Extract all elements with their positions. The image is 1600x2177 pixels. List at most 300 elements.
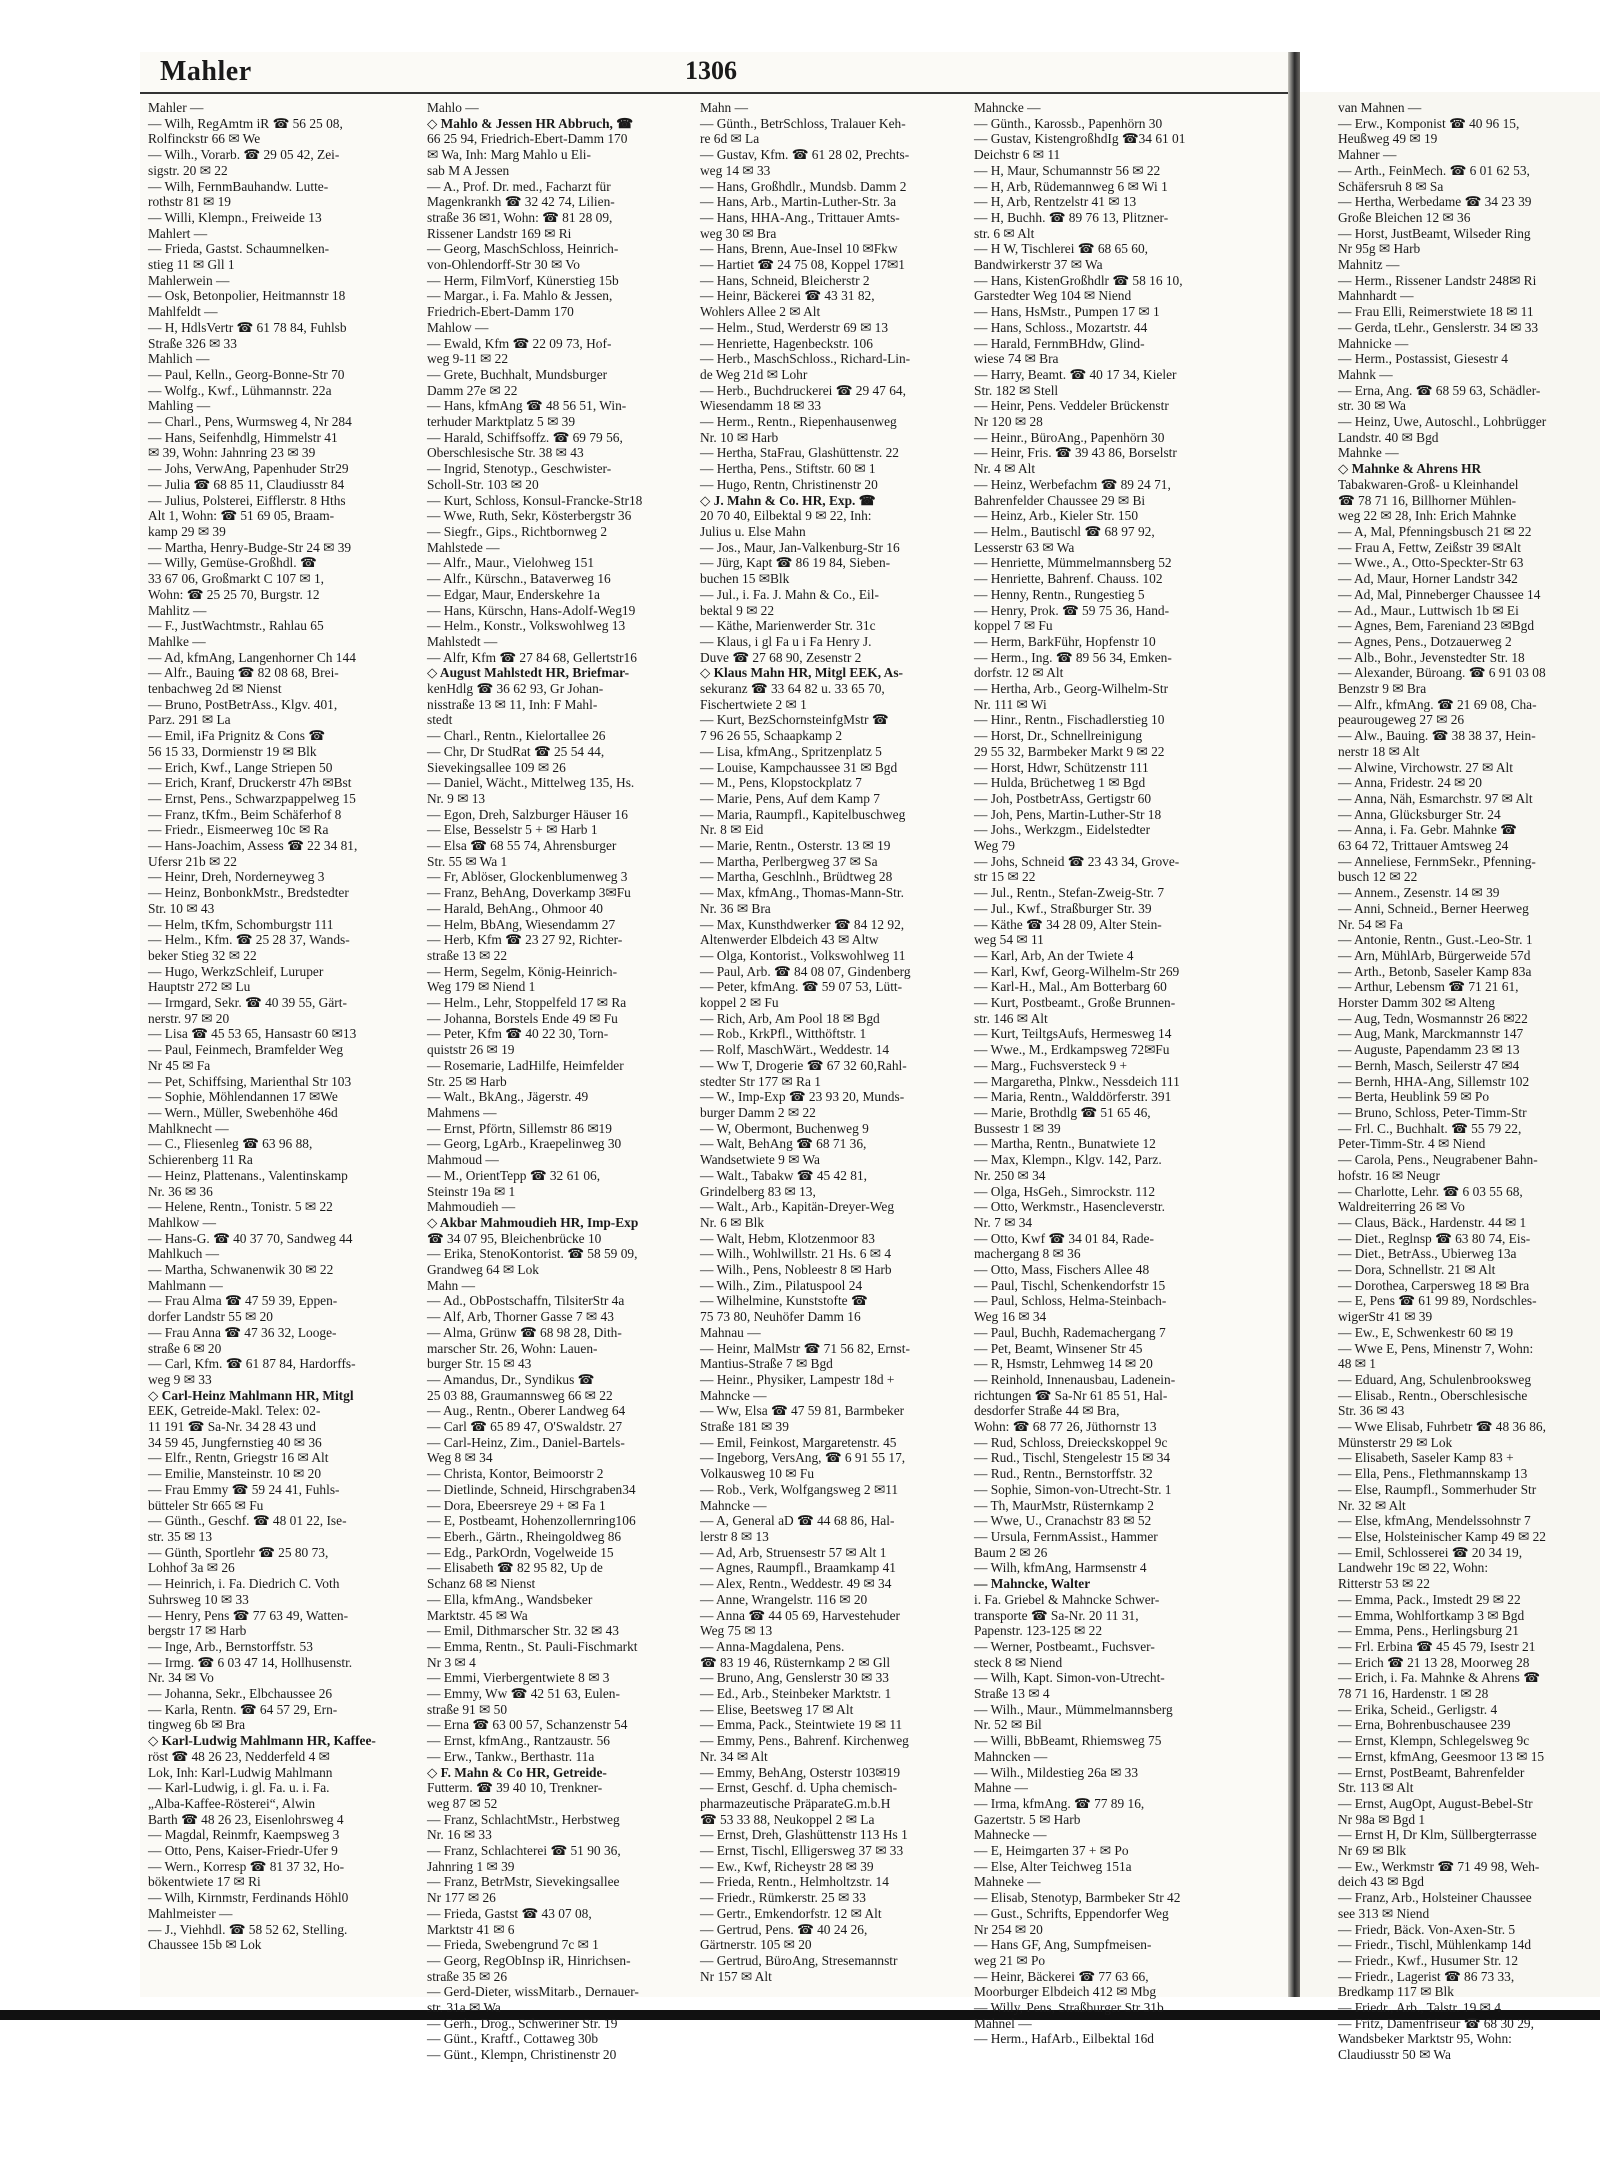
directory-entry-line: — Pet, Beamt, Winsener Str 45 [974,1340,1143,1356]
directory-entry-line: 29 55 32, Barmbeker Markt 9 ✉ 22 [974,743,1165,759]
directory-entry-line: — Antonie, Rentn., Gust.-Leo-Str. 1 [1338,932,1533,948]
directory-entry-line: — Ernst, Geschf. d. Upha chemisch- [700,1780,898,1796]
directory-entry-line: dorfstr. 12 ✉ Alt [974,665,1064,681]
directory-entry-line: — Christa, Kontor, Beimoorstr 2 [427,1466,604,1482]
directory-entry-line: — M., OrientTepp ☎ 32 61 06, [427,1167,601,1183]
directory-entry-line: Nr. 34 ✉ Alt [700,1748,768,1764]
directory-entry-line: — Carl, Kfm. ☎ 61 87 84, Hardorffs- [148,1356,356,1372]
directory-entry-line: — Kurt, TeiltgsAufs, Hermesweg 14 [974,1026,1172,1042]
directory-entry-line: — Herm., Ing. ☎ 89 56 34, Emken- [974,649,1172,665]
directory-entry-line: Weg 16 ✉ 34 [974,1309,1047,1325]
directory-entry-line: Wohlers Allee 2 ✉ Alt [700,304,821,320]
directory-entry-line: koppel 2 ✉ Fu [700,995,779,1011]
directory-entry-line: Weg 179 ✉ Niend 1 [427,979,536,995]
directory-entry-line: Wandsbeker Marktstr 95, Wohn: [1338,2031,1512,2047]
directory-entry-line: — Joh, Pens, Martin-Luther-Str 18 [974,806,1162,822]
directory-entry-line: — Alma, Grünw ☎ 68 98 28, Dith- [427,1324,622,1340]
directory-entry-line: — Reinhold, Innenausbau, Ladenein- [974,1371,1176,1387]
directory-entry-line: 66 25 94, Friedrich-Ebert-Damm 170 [427,131,628,147]
directory-entry-line: — H W, Tischlerei ☎ 68 65 60, [974,241,1149,257]
directory-entry-line: — Diet., BetrAss., Ubierweg 13a [1338,1246,1517,1262]
directory-entry-line: — A, Mal, Pfenningsbusch 21 ✉ 22 [1338,523,1532,539]
directory-entry-line: Lohhof 3a ✉ 26 [148,1560,235,1576]
directory-entry-line: — Kurt, Schloss, Konsul-Francke-Str18 [427,492,643,508]
directory-entry-line: — Käthe ☎ 34 28 09, Alter Stein- [974,916,1162,932]
directory-entry-line: Nr. 111 ✉ Wi [974,696,1047,712]
directory-entry-line: — Ww, Elsa ☎ 47 59 81, Barmbeker [700,1403,905,1419]
directory-entry-line: — Johs., Werkzgm., Eidelstedter [974,822,1151,838]
directory-entry-line: — Horst, Hdwr, Schützenstr 111 [974,759,1149,775]
directory-entry-line: — Otto, Kwf ☎ 34 01 84, Rade- [974,1230,1154,1246]
directory-entry-line: — Else, kfmAng, Mendelssohnstr 7 [1338,1513,1531,1529]
directory-entry-line: — Franz, tKfm., Beim Schäferhof 8 [148,806,342,822]
directory-entry-line: — Charl., Rentn., Kielortallee 26 [427,728,606,744]
directory-entry-line: — Alfr., Maur., Vielohweg 151 [427,555,595,571]
directory-entry-line: — Rud, Schloss, Dreieckskoppel 9c [974,1434,1168,1450]
directory-entry-line: — Henry, Prok. ☎ 59 75 36, Hand- [974,602,1170,618]
directory-entry-line: — Alw., Bauing. ☎ 38 38 37, Hein- [1338,728,1536,744]
directory-entry-line: Wandsetwiete 9 ✉ Wa [700,1152,820,1168]
directory-entry-line: — Karl-Ludwig, i. gl. Fa. u. i. Fa. [148,1780,330,1796]
directory-entry-line: — H, Buchh. ☎ 89 76 13, Plitzner- [974,209,1169,225]
directory-entry-line: — A., Prof. Dr. med., Facharzt für [427,178,611,194]
directory-entry-line: rothstr 81 ✉ 19 [148,194,232,210]
directory-entry-line: — R, Hsmstr, Lehmweg 14 ✉ 20 [974,1356,1153,1372]
directory-entry-line: — M., Pens, Klopstockplatz 7 [700,775,862,791]
directory-entry-line: — Wilh, Kirnmstr, Ferdinands Höhl0 [148,1890,349,1906]
running-head: Mahler [160,56,252,87]
directory-entry-line: Nr. 32 ✉ Alt [1338,1497,1406,1513]
directory-entry-line: lerstr 8 ✉ 13 [700,1528,769,1544]
directory-entry-line: — Horst, JustBeamt, Wilseder Ring [1338,225,1531,241]
directory-entry-line: — Gerda, tLehr., Genslerstr. 34 ✉ 33 [1338,319,1539,335]
directory-entry-line: bökentwiete 17 ✉ Ri [148,1874,261,1890]
directory-entry-line: — Emma, Pack., Steintwiete 19 ✉ 11 [700,1717,903,1733]
directory-entry-line: — Ad, Maur, Horner Landstr 342 [1338,571,1518,587]
directory-entry-line: Wiesendamm 18 ✉ 33 [700,398,822,414]
directory-entry-line: Friedrich-Ebert-Damm 170 [427,304,574,320]
directory-entry-line: Schierenberg 11 Ra [148,1152,253,1168]
directory-entry-line: — Fr, Ablöser, Glockenblumenweg 3 [427,869,628,885]
directory-entry-line: — Helm., Konstr., Volkswohlweg 13 [427,618,626,634]
directory-entry-line: — Charlotte, Lehr. ☎ 6 03 55 68, [1338,1183,1523,1199]
directory-entry-line: — Rud., Rentn., Bernstorffstr. 32 [974,1466,1153,1482]
directory-entry-line: — Heinr., BüroAng., Papenhörn 30 [974,429,1165,445]
directory-entry-line: — Wilh., Wohlwillstr. 21 Hs. 6 ✉ 4 [700,1246,892,1262]
directory-entry-line: — Ad, Arb, Struensestr 57 ✉ Alt 1 [700,1544,887,1560]
directory-entry-line: — Th, MaurMstr, Rüsternkamp 2 [974,1497,1154,1513]
directory-entry-line: straße 35 ✉ 26 [427,1968,508,1984]
directory-entry-line: re 6d ✉ La [700,131,760,147]
directory-entry-line: — Alb., Bohr., Jevenstedter Str. 18 [1338,649,1525,665]
directory-entry-line: 48 ✉ 1 [1338,1356,1377,1372]
directory-entry-line: — Sophie, Möhlendannen 17 ✉We [148,1089,338,1105]
directory-entry-line: nerstr 18 ✉ Alt [1338,743,1420,759]
directory-entry-line: — Claus, Bäck., Hardenstr. 44 ✉ 1 [1338,1214,1527,1230]
directory-entry-line: — Ad., ObPostschaffn, TilsiterStr 4a [427,1293,625,1309]
directory-entry-line: str. 31a ✉ Wa [427,2000,501,2016]
directory-entry-line: weg 22 ✉ 28, Inh: Erich Mahnke [1338,508,1517,524]
directory-entry-line: — Rob., KrkPfl., Witthöftstr. 1 [700,1026,867,1042]
directory-entry-line: — Günth, Sportlehr ☎ 25 80 73, [148,1544,329,1560]
directory-entry-line: Duve ☎ 27 68 90, Zesenstr 2 [700,649,862,665]
directory-entry-line: Claudiusstr 50 ✉ Wa [1338,2047,1451,2063]
directory-entry-line: pharmazeutische PräparateG.m.b.H [700,1795,891,1811]
directory-entry-line: Mahnke — [1338,445,1399,461]
directory-entry-line: — Martha, Geschlnh., Brüdtweg 28 [700,869,893,885]
directory-entry-line: koppel 7 ✉ Fu [974,618,1053,634]
directory-entry-line: — Alfr., Bauing ☎ 82 08 68, Brei- [148,665,339,681]
directory-entry-line: — Georg, MaschSchloss, Heinrich- [427,241,619,257]
directory-entry-line: Steinstr 19a ✉ 1 [427,1183,516,1199]
directory-entry-line: — Frieda, Gastst. Schaumnelken- [148,241,330,257]
directory-entry-line: — Anne, Wrangelstr. 116 ✉ 20 [700,1591,868,1607]
directory-entry-line: Nr 45 ✉ Fa [148,1057,211,1073]
directory-entry-line: — Frau A, Fettw, Zeißstr 39 ✉Alt [1338,539,1521,555]
directory-entry-line: — Rud., Tischl, Stengelestr 15 ✉ 34 [974,1450,1171,1466]
directory-entry-line: Mahlich — [148,351,210,367]
directory-entry-line: — Alf, Arb, Thorner Gasse 7 ✉ 43 [427,1309,614,1325]
directory-entry-line: Mahn — [427,1277,475,1293]
directory-entry-line: — Erich, Kranf, Druckerstr 47h ✉Bst [148,775,352,791]
directory-entry-line: — Emil, Feinkost, Margaretenstr. 45 [700,1434,897,1450]
directory-entry-line: — Heinz, BonbonkMstr., Bredstedter [148,885,349,901]
directory-entry-line: — Helene, Rentn., Tonistr. 5 ✉ 22 [148,1199,333,1215]
directory-entry-line: — Günt., Kraftf., Cottaweg 30b [427,2031,599,2047]
directory-entry-line: Mahlkow — [148,1214,217,1230]
directory-entry-line: busch 12 ✉ 22 [1338,869,1418,885]
directory-entry-line: Tabakwaren-Groß- u Kleinhandel [1338,476,1519,492]
directory-entry-line: — Frau Anna ☎ 47 36 32, Looge- [148,1324,337,1340]
directory-entry-line: 56 15 33, Dormienstr 19 ✉ Blk [148,743,317,759]
directory-entry-line: ☎ 78 71 16, Billhorner Mühlen- [1338,492,1517,508]
directory-entry-line: — Emma, Pack., Imstedt 29 ✉ 22 [1338,1591,1521,1607]
directory-entry-line: — Julius, Polsterei, Eifflerstr. 8 Hths [148,492,346,508]
directory-entry-line: — Wwe., M., Erdkampsweg 72✉Fu [974,1042,1170,1058]
directory-entry-line: Sievekingsallee 109 ✉ 26 [427,759,566,775]
directory-entry-line: — Wwe Elisab, Fuhrbetr ☎ 48 36 86, [1338,1419,1546,1435]
directory-entry-line: — Margar., i. Fa. Mahlo & Jessen, [427,288,613,304]
directory-entry-line: — Willi, BbBeamt, Rhiemsweg 75 [974,1733,1162,1749]
directory-entry-line: Mahneke — [974,1874,1041,1890]
directory-entry-line: — Marie, Pens, Auf dem Kamp 7 [700,790,881,806]
directory-entry-line: 33 67 06, Großmarkt C 107 ✉ 1, [148,571,324,587]
directory-entry-line: — Ernst H, Dr Klm, Süllbergterrasse [1338,1827,1537,1843]
directory-entry-line: — Karla, Rentn. ☎ 64 57 29, Ern- [148,1701,338,1717]
directory-entry-line: — Georg, RegObInsp iR, Hinrichsen- [427,1952,631,1968]
directory-entry-line: — Marg., Fuchsversteck 9 + [974,1057,1128,1073]
directory-entry-line: — Herm, Segelm, König-Heinrich- [427,963,618,979]
directory-entry-line: — Ingrid, Stenotyp., Geschwister- [427,461,612,477]
directory-entry-line: Alt 1, Wohn: ☎ 51 69 05, Braam- [148,508,335,524]
directory-entry-line: terhuder Marktplatz 5 ✉ 39 [427,414,576,430]
directory-entry-line: — E, Postbeamt, Hohenzollernring106 [427,1513,636,1529]
directory-entry-line: — Dora, Schnellstr. 21 ✉ Alt [1338,1262,1496,1278]
directory-entry-line: — Elsa ☎ 68 55 74, Ahrensburger [427,838,617,854]
directory-entry-line: — Horst, Dr., Schnellreinigung [974,728,1143,744]
directory-entry-line: — Annem., Zesenstr. 14 ✉ 39 [1338,885,1500,901]
directory-entry-line: Moorburger Elbdeich 412 ✉ Mbg [974,1984,1157,2000]
directory-entry-line: Nr. 9 ✉ 13 [427,790,486,806]
directory-entry-line: Gazertstr. 5 ✉ Harb [974,1811,1081,1827]
directory-entry-line: weg 21 ✉ Po [974,1952,1046,1968]
directory-entry-line: — Daniel, Wächt., Mittelweg 135, Hs. [427,775,635,791]
directory-entry-line: str. 30 ✉ Wa [1338,398,1406,414]
directory-entry-line: — Gertr., Emkendorfstr. 12 ✉ Alt [700,1905,882,1921]
directory-entry-line: — Henry, Pens ☎ 77 63 49, Watten- [148,1607,349,1623]
directory-entry-line: Waldreiterring 26 ✉ Vo [1338,1199,1465,1215]
directory-entry-line: — Else, Raumpfl., Sommerhuder Str [1338,1481,1537,1497]
directory-entry-line: tenbachweg 2d ✉ Nienst [148,681,282,697]
directory-entry-line: — Herm, FilmVorf, Künerstieg 15b [427,272,619,288]
directory-entry-line: — Martha, Rentn., Bunatwiete 12 [974,1136,1156,1152]
directory-entry-line: — Werner, Postbeamt., Fuchsver- [974,1638,1155,1654]
directory-entry-line: — Helm., Bautischl ☎ 68 97 92, [974,523,1155,539]
directory-entry-line: — Walt, BehAng ☎ 68 71 36, [700,1136,867,1152]
directory-entry-line: — Jul., i. Fa. J. Mahn & Co., Eil- [700,586,879,602]
directory-entry-line: — Egon, Dreh, Salzburger Häuser 16 [427,806,628,822]
page-number: 1306 [685,56,737,85]
directory-entry-line: Papenstr. 123-125 ✉ 22 [974,1623,1103,1639]
directory-entry-line: — Ernst, Klempn, Schlegelsweg 9c [1338,1733,1530,1749]
directory-entry-line: stedter Str 177 ✉ Ra 1 [700,1073,821,1089]
directory-entry-line: — Wwe, U., Cranachstr 83 ✉ 52 [974,1513,1152,1529]
directory-entry-line: — Paul, Buchh, Rademachergang 7 [974,1324,1166,1340]
directory-entry-line: Nr 98a ✉ Bgd 1 [1338,1811,1426,1827]
directory-entry-line: — Herm., Postassist, Giesestr 4 [1338,351,1508,367]
directory-entry-line: — Friedr., Arb., Talstr. 19 ✉ 4 [1338,2000,1501,2016]
directory-entry-line: — Hulda, Brüchetweg 1 ✉ Bgd [974,775,1146,791]
directory-entry-line: — Heinz, Arb., Kieler Str. 150 [974,508,1139,524]
directory-entry-line: ◇ Carl-Heinz Mahlmann HR, Mitgl [148,1387,354,1403]
directory-entry-line: — Wilh., Vorarb. ☎ 29 05 42, Zei- [148,147,340,163]
directory-entry-line: — Heinr, Bäckerei ☎ 43 31 82, [700,288,875,304]
directory-entry-line: Nr 157 ✉ Alt [700,1968,772,1984]
directory-entry-line: — Agnes, Raumpfl., Braamkamp 41 [700,1560,896,1576]
directory-entry-line: — Wwe E, Pens, Minenstr 7, Wohn: [1338,1340,1534,1356]
directory-entry-line: Scholl-Str. 103 ✉ 20 [427,476,539,492]
directory-entry-line: Wohn: ☎ 68 77 26, Jüthornstr 13 [974,1419,1157,1435]
directory-entry-line: — Wilh., Pens, Nobleestr 8 ✉ Harb [700,1262,892,1278]
directory-entry-line: — Auguste, Papendamm 23 ✉ 13 [1338,1042,1520,1058]
directory-entry-line: — W., Imp-Exp ☎ 23 93 20, Munds- [700,1089,905,1105]
directory-entry-line: — Anna, i. Fa. Gebr. Mahnke ☎ [1338,822,1517,838]
directory-entry-line: — Emil, Schlosserei ☎ 20 34 19, [1338,1544,1523,1560]
directory-entry-line: — Hans, KistenGroßhdlr ☎ 58 16 10, [974,272,1183,288]
directory-entry-line: Barth ☎ 48 26 23, Eisenlohrsweg 4 [148,1811,344,1827]
directory-entry-line: Nr 254 ✉ 20 [974,1921,1043,1937]
directory-entry-line: Nr. 6 ✉ Blk [700,1214,765,1230]
directory-entry-line: — Walt., Arb., Kapitän-Dreyer-Weg [700,1199,895,1215]
directory-entry-line: richtungen ☎ Sa-Nr 61 85 51, Hal- [974,1387,1168,1403]
directory-entry-line: — H, HdlsVertr ☎ 61 78 84, Fuhlsb [148,319,347,335]
directory-entry-line: — Friedr., Kwf., Husumer Str. 12 [1338,1952,1519,1968]
directory-entry-line: — Helm., Stud, Werderstr 69 ✉ 13 [700,319,889,335]
directory-entry-line: straße 36 ✉1, Wohn: ☎ 81 28 09, [427,209,613,225]
directory-column-1 [148,100,420,1990]
directory-entry-line: — Alfr., kfmAng. ☎ 21 69 08, Cha- [1338,696,1537,712]
directory-entry-line: — Elise, Beetsweg 17 ✉ Alt [700,1701,854,1717]
directory-entry-line: Nr. 10 ✉ Harb [700,429,779,445]
directory-entry-line: ◇ Klaus Mahn HR, Mitgl EEK, As- [700,665,903,681]
directory-entry-line: — Frau Emmy ☎ 59 24 41, Fuhls- [148,1481,340,1497]
directory-entry-line: — Hans, Seifenhdlg, Himmelstr 41 [148,429,338,445]
directory-entry-line: Garstedter Weg 104 ✉ Niend [974,288,1132,304]
directory-entry-line: wiese 74 ✉ Bra [974,351,1059,367]
page-header [160,52,1280,92]
directory-entry-line: ◇ Karl-Ludwig Mahlmann HR, Kaffee- [148,1733,376,1749]
directory-entry-line: — Hans, kfmAng ☎ 48 56 51, Win- [427,398,627,414]
directory-entry-line: Nr. 54 ✉ Fa [1338,916,1403,932]
directory-entry-line: — Irma, kfmAng. ☎ 77 89 16, [974,1795,1145,1811]
directory-entry-line: — Osk, Betonpolier, Heitmannstr 18 [148,288,346,304]
directory-entry-line: Nr 120 ✉ 28 [974,414,1043,430]
directory-entry-line: 75 73 80, Neuhöfer Damm 16 [700,1309,861,1325]
directory-entry-line: — Friedr., Lagerist ☎ 86 73 33, [1338,1968,1515,1984]
directory-entry-line: Bandwirkerstr 37 ✉ Wa [974,257,1103,273]
directory-entry-line: — H, Arb, Rentzelstr 41 ✉ 13 [974,194,1137,210]
directory-entry-line: — Anna, Fridestr. 24 ✉ 20 [1338,775,1483,791]
directory-entry-line: — Peter, kfmAng. ☎ 59 07 53, Lütt- [700,979,903,995]
directory-entry-line: — Ingeborg, VersAng, ☎ 6 91 55 17, [700,1450,906,1466]
directory-entry-line: Mahlfeldt — [148,304,218,320]
directory-entry-line: — Emma, Pens., Herlingsburg 21 [1338,1623,1519,1639]
directory-entry-line: — Ew., Kwf, Richeystr 28 ✉ 39 [700,1858,874,1874]
directory-entry-line: — Franz, Schlachterei ☎ 51 90 36, [427,1843,621,1859]
directory-entry-line: — Heinz, Plattenans., Valentinskamp [148,1167,348,1183]
directory-entry-line: — Emil, iFa Prignitz & Cons ☎ [148,728,326,744]
directory-entry-line: Mahmens — [427,1105,497,1120]
directory-entry-line: i. Fa. Griebel & Mahncke Schwer- [974,1591,1160,1607]
directory-entry-line: Mahlknecht — [148,1120,229,1136]
directory-entry-line: Futterm. ☎ 39 40 10, Trenkner- [427,1780,603,1796]
directory-entry-line: — Hugo, Rentn, Christinenstr 20 [700,476,878,492]
directory-entry-line: — Arth., FeinMech. ☎ 6 01 62 53, [1338,162,1530,178]
directory-column-4 [974,100,1274,2047]
directory-entry-line: Nr. 36 ✉ Bra [700,900,771,916]
directory-entry-line: wigerStr 41 ✉ 39 [1338,1309,1433,1325]
directory-entry-line: — Agnes, Pens., Dotzauerweg 2 [1338,633,1512,649]
directory-entry-line: — Lisa, kfmAng., Spritzenplatz 5 [700,743,882,759]
directory-entry-line: — Margaretha, Plnkw., Nessdeich 111 [974,1073,1180,1089]
directory-entry-line: — Carl-Heinz, Zim., Daniel-Bartels- [427,1434,625,1450]
directory-entry-line: — Hugo, WerkzSchleif, Luruper [148,963,324,979]
directory-entry-line: — Herb., MaschSchloss., Richard-Lin- [700,351,911,367]
directory-entry-line: Straße 13 ✉ 4 [974,1686,1050,1702]
directory-entry-line: straße 13 ✉ 22 [427,947,508,963]
directory-entry-line: Landstr. 40 ✉ Bgd [1338,429,1439,445]
directory-entry-line: — Julia ☎ 68 85 11, Claudiusstr 84 [148,476,345,492]
directory-entry-line: Nr. 34 ✉ Vo [148,1670,214,1686]
directory-entry-line: — Elfr., Rentn, Griegstr 16 ✉ Alt [148,1450,329,1466]
directory-entry-line: Bredkamp 117 ✉ Blk [1338,1984,1454,2000]
directory-entry-line: — Max, Klempn., Klgv. 142, Parz. [974,1152,1162,1168]
directory-entry-line: — Erna ☎ 63 00 57, Schanzenstr 54 [427,1717,628,1733]
directory-entry-line: Jahnring 1 ✉ 39 [427,1858,515,1874]
directory-entry-line: — Jul., Rentn., Stefan-Zweig-Str. 7 [974,885,1165,901]
directory-entry-line: — Hinr., Rentn., Fischadlerstieg 10 [974,712,1165,728]
directory-entry-line: Mahnk — [1338,366,1393,382]
directory-entry-line: Mantius-Straße 7 ✉ Bgd [700,1356,833,1372]
directory-entry-line: ☎ 83 19 46, Rüsternkamp 2 ✉ Gll [700,1654,891,1670]
directory-entry-line: Mahler — [148,100,204,115]
directory-entry-line: burger Damm 2 ✉ 22 [700,1105,816,1120]
directory-entry-line: Landwehr 19c ✉ 22, Wohn: [1338,1560,1489,1576]
directory-entry-line: Heußweg 49 ✉ 19 [1338,131,1438,147]
directory-entry-line: — Emmy, BehAng, Osterstr 103✉19 [700,1764,901,1780]
directory-entry-line: — Frl. Erbina ☎ 45 45 79, Isestr 21 [1338,1638,1536,1654]
directory-entry-line: stieg 11 ✉ Gll 1 [148,257,235,273]
directory-entry-line: — Erw., Komponist ☎ 40 96 15, [1338,115,1520,131]
directory-entry-line: buchen 15 ✉Blk [700,571,790,587]
directory-entry-line: — Erna, Bohrenbuschausee 239 [1338,1717,1511,1733]
directory-entry-line: ◇ Mahlo & Jessen HR Abbruch, ☎ [427,115,633,131]
directory-entry-line: — Martha, Schwanenwik 30 ✉ 22 [148,1262,334,1278]
directory-entry-line: stedt [427,712,453,728]
directory-entry-line: — Emilie, Mansteinstr. 10 ✉ 20 [148,1466,322,1482]
directory-entry-line: — Rob., Verk, Wolfgangsweg 2 ✉11 [700,1481,899,1497]
directory-entry-line: — Erika, Scheid., Gerligstr. 4 [1338,1701,1498,1717]
directory-entry-line: Mahne — [974,1780,1028,1796]
directory-entry-line: — Emma, Rentn., St. Pauli-Fischmarkt [427,1638,638,1654]
directory-entry-line: Mahlkuch — [148,1246,220,1262]
directory-entry-line: — Wolfg., Kwf., Lühmannstr. 22a [148,382,332,398]
directory-entry-line: — Peter, Kfm ☎ 40 22 30, Torn- [427,1026,609,1042]
directory-entry-line: — Heinrich, i. Fa. Diedrich C. Voth [148,1576,340,1592]
directory-entry-line: Mahncke — [700,1387,767,1403]
directory-entry-line: tingweg 6b ✉ Bra [148,1717,246,1733]
directory-entry-line: Bussestr 1 ✉ 39 [974,1120,1061,1136]
directory-entry-line: Str. 113 ✉ Alt [1338,1780,1414,1796]
directory-entry-line: — Olga, HsGeh., Simrockstr. 112 [974,1183,1156,1199]
directory-entry-line: — Gertrud, BüroAng, Stresemannstr [700,1952,898,1968]
directory-entry-line: — Anna, Glücksburger Str. 24 [1338,806,1501,822]
directory-entry-line: — Hans-Joachim, Assess ☎ 22 34 81, [148,838,358,854]
directory-entry-line: Chaussee 15b ✉ Lok [148,1937,262,1953]
directory-entry-line: — Arthur, Lebensm ☎ 71 21 61, [1338,979,1519,995]
directory-entry-line: Mahner — [1338,147,1397,163]
directory-entry-line: — Gustav, KistengroßhdIg ☎34 61 01 [974,131,1186,147]
directory-entry-line: bütteler Str 665 ✉ Fu [148,1497,264,1513]
directory-entry-line: — Günth., Karossb., Papenhörn 30 [974,115,1163,131]
directory-entry-line: hofstr. 16 ✉ Neugr [1338,1167,1440,1183]
directory-entry-line: — Bruno, Ang, Genslerstr 30 ✉ 33 [700,1670,890,1686]
directory-entry-line: Peter-Timm-Str. 4 ✉ Niend [1338,1136,1486,1152]
directory-entry-line: — Jürg, Kapt ☎ 86 19 84, Sieben- [700,555,891,571]
directory-entry-line: Grandweg 64 ✉ Lok [427,1262,539,1278]
directory-entry-line: — Günth., Geschf. ☎ 48 01 22, Ise- [148,1513,347,1529]
directory-entry-line: Marktstr 41 ✉ 6 [427,1921,515,1937]
directory-entry-line: — Emmi, Vierbergentwiete 8 ✉ 3 [427,1670,610,1686]
directory-entry-line: Nr. 52 ✉ Bil [974,1717,1042,1733]
directory-entry-line: Mahn — [700,100,748,115]
directory-entry-line: — Else, Holsteinischer Kamp 49 ✉ 22 [1338,1528,1546,1544]
directory-entry-line: — Lisa ☎ 45 53 65, Hansastr 60 ✉13 [148,1026,357,1042]
directory-entry-line: ◇ Mahnke & Ahrens HR [1338,461,1482,477]
directory-entry-line: marscher Str. 26, Wohn: Lauen- [427,1340,598,1356]
directory-entry-line: dorfer Landstr 55 ✉ 20 [148,1309,274,1325]
directory-entry-line: Nr 177 ✉ 26 [427,1890,496,1906]
directory-entry-line: — Willy, Gemüse-Großhdl. ☎ [148,555,317,571]
directory-entry-line: — E, Pens ☎ 61 99 89, Nordschles- [1338,1293,1537,1309]
directory-entry-line: — Erich, i. Fa. Mahnke & Ahrens ☎ [1338,1670,1540,1686]
directory-entry-line: — Anna ☎ 44 05 69, Harvestehuder [700,1607,901,1623]
directory-entry-line: — Hertha, Arb., Georg-Wilhelm-Str [974,681,1169,697]
directory-entry-line: Nr 95g ✉ Harb [1338,241,1421,257]
directory-entry-line: Mahncke — [974,100,1041,115]
directory-entry-line: — Herb, Kfm ☎ 23 27 92, Richter- [427,932,623,948]
directory-entry-line: — Heinr, Bäckerei ☎ 77 63 66, [974,1968,1149,1984]
